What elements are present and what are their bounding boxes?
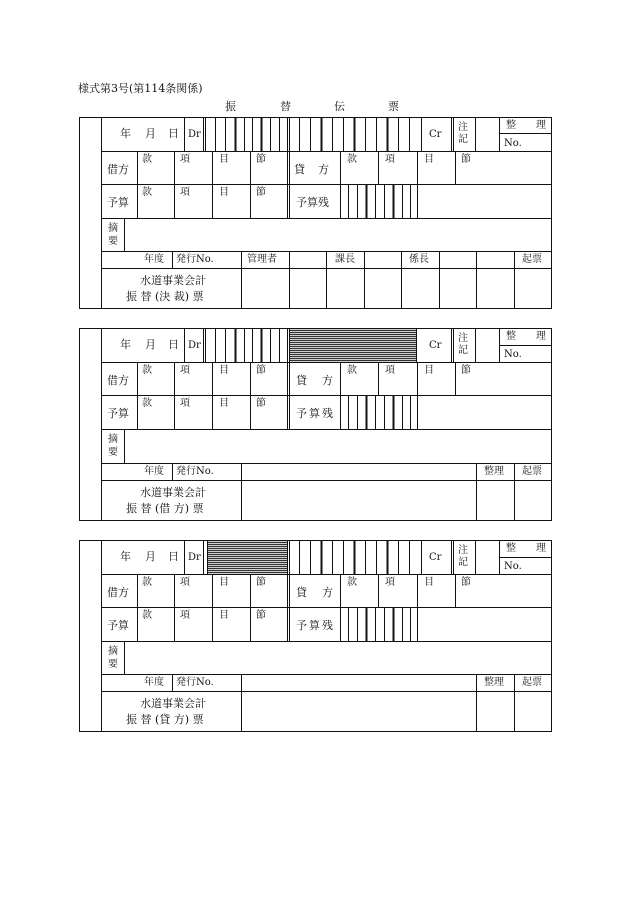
seiri-char-1: 整 [506, 331, 516, 342]
kashikata-char-2: 方 [322, 586, 333, 599]
title-char-2: 替 [280, 100, 291, 113]
seiri-char-1: 整 [506, 120, 516, 131]
kan-label: 款 [347, 577, 357, 588]
tekiyou-char-2: 要 [108, 447, 118, 458]
kashikata-char-1: 貸 [294, 163, 305, 176]
month-label: 月 [145, 550, 156, 563]
no-label: No. [504, 349, 522, 360]
moku-label: 目 [424, 365, 434, 376]
seiri-label: 整理 [484, 466, 504, 477]
note-label-1: 注 [458, 122, 468, 133]
yosan-label: 予算 [107, 407, 129, 420]
kan-label: 款 [347, 154, 357, 165]
form-number: 様式第3号(第114条関係) [78, 82, 203, 95]
seiri-char-1: 整 [506, 543, 516, 554]
kou-label: 項 [385, 577, 395, 588]
yosan-label: 予算 [107, 196, 129, 209]
day-label: 日 [168, 127, 179, 140]
seiri-char-2: 理 [536, 331, 546, 342]
seiri-label: 整理 [484, 677, 504, 688]
dr-label: Dr [188, 129, 201, 140]
karikata-label: 借方 [107, 374, 129, 387]
kashikata-char-1: 貸 [296, 586, 307, 599]
setsu-label: 節 [461, 577, 471, 588]
form-name-line2: 振 替 (決 裁) 票 [126, 290, 204, 303]
tekiyou-char-1: 摘 [108, 646, 118, 657]
yosanzan-label: 予算残 [296, 196, 329, 209]
nendo-label: 年度 [144, 677, 164, 688]
title-char-3: 伝 [334, 100, 345, 113]
form-name-line1: 水道事業会計 [140, 274, 206, 287]
dr-label: Dr [188, 340, 201, 351]
kou-label: 項 [180, 187, 190, 198]
tekiyou-char-1: 摘 [108, 223, 118, 234]
setsu-label: 節 [461, 365, 471, 376]
kou-label: 項 [180, 610, 190, 621]
cr-label: Cr [429, 340, 442, 351]
setsu-label: 節 [256, 365, 266, 376]
moku-label: 目 [424, 154, 434, 165]
note-label-2: 記 [458, 557, 468, 568]
setsu-label: 節 [256, 610, 266, 621]
tekiyou-char-2: 要 [108, 659, 118, 670]
form-name-line2: 振 替 (貸 方) 票 [126, 713, 204, 726]
kihyou-label: 起票 [522, 466, 542, 477]
moku-label: 目 [219, 154, 229, 165]
kan-label: 款 [142, 577, 152, 588]
kan-label: 款 [347, 365, 357, 376]
tekiyou-char-2: 要 [108, 236, 118, 247]
form-name-line1: 水道事業会計 [140, 697, 206, 710]
seiri-char-2: 理 [536, 120, 546, 131]
day-label: 日 [168, 550, 179, 563]
moku-label: 目 [219, 187, 229, 198]
form2-cr-hatch [290, 329, 416, 362]
kan-label: 款 [142, 154, 152, 165]
title-char-4: 票 [388, 100, 399, 113]
hakkou-no-label: 発行No. [176, 466, 214, 477]
kihyou-label: 起票 [522, 254, 542, 265]
year-label: 年 [120, 550, 131, 563]
kachou-label: 課長 [335, 254, 355, 265]
kakarichou-label: 係長 [409, 254, 429, 265]
form-name-line1: 水道事業会計 [140, 486, 206, 499]
kou-label: 項 [180, 365, 190, 376]
nendo-label: 年度 [144, 466, 164, 477]
moku-label: 目 [219, 577, 229, 588]
month-label: 月 [145, 127, 156, 140]
dr-label: Dr [188, 552, 201, 563]
note-label-1: 注 [458, 333, 468, 344]
kou-label: 項 [180, 577, 190, 588]
year-label: 年 [120, 127, 131, 140]
form-name-line2: 振 替 (借 方) 票 [126, 502, 204, 515]
kan-label: 款 [142, 398, 152, 409]
moku-label: 目 [424, 577, 434, 588]
nendo-label: 年度 [144, 254, 164, 265]
yosan-label: 予算 [107, 619, 129, 632]
seiri-char-2: 理 [536, 543, 546, 554]
kanrisha-label: 管理者 [247, 254, 277, 265]
hakkou-no-label: 発行No. [176, 254, 214, 265]
kashikata-char-2: 方 [322, 374, 333, 387]
yosanzan-label: 予算残 [296, 407, 335, 420]
kou-label: 項 [385, 154, 395, 165]
kan-label: 款 [142, 610, 152, 621]
kou-label: 項 [385, 365, 395, 376]
setsu-label: 節 [256, 154, 266, 165]
form3-dr-hatch [208, 541, 287, 574]
cr-label: Cr [429, 552, 442, 563]
kou-label: 項 [180, 398, 190, 409]
kihyou-label: 起票 [522, 677, 542, 688]
cr-label: Cr [429, 129, 442, 140]
tekiyou-char-1: 摘 [108, 434, 118, 445]
karikata-label: 借方 [107, 163, 129, 176]
kou-label: 項 [180, 154, 190, 165]
month-label: 月 [145, 338, 156, 351]
kashikata-char-1: 貸 [296, 374, 307, 387]
no-label: No. [504, 561, 522, 572]
karikata-label: 借方 [107, 586, 129, 599]
setsu-label: 節 [256, 398, 266, 409]
moku-label: 目 [219, 398, 229, 409]
moku-label: 目 [219, 365, 229, 376]
hakkou-no-label: 発行No. [176, 677, 214, 688]
kashikata-char-2: 方 [318, 163, 329, 176]
title-char-1: 振 [225, 100, 236, 113]
moku-label: 目 [219, 610, 229, 621]
note-label-2: 記 [458, 345, 468, 356]
setsu-label: 節 [256, 187, 266, 198]
note-label-1: 注 [458, 545, 468, 556]
setsu-label: 節 [256, 577, 266, 588]
year-label: 年 [120, 338, 131, 351]
setsu-label: 節 [461, 154, 471, 165]
day-label: 日 [168, 338, 179, 351]
note-label-2: 記 [458, 134, 468, 145]
kan-label: 款 [142, 365, 152, 376]
kan-label: 款 [142, 187, 152, 198]
yosanzan-label: 予算残 [296, 619, 335, 632]
no-label: No. [504, 138, 522, 149]
